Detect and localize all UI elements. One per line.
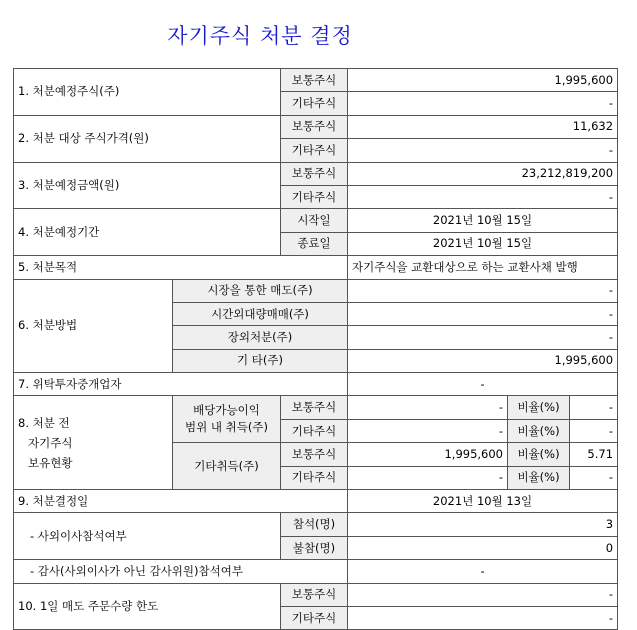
table-row [14, 256, 618, 279]
attend-value: 3 [348, 513, 618, 536]
row-label: 4. 처분예정기간 [14, 209, 281, 256]
cell-value: - [348, 466, 508, 489]
disposal-table [13, 68, 618, 630]
attend-label: 참석(명) [281, 513, 348, 536]
cell-value: 1,995,600 [348, 69, 618, 92]
method-value: 1,995,600 [348, 349, 618, 372]
cell-value: - [348, 139, 618, 162]
table-row [14, 162, 618, 185]
method-value: - [348, 302, 618, 325]
method-label: 장외처분(주) [173, 326, 348, 349]
common-stock-label: 보통주식 [281, 583, 348, 606]
outside-director-label: - 사외이사참석여부 [14, 513, 281, 560]
row-label: 10. 1일 매도 주문수량 한도 [14, 583, 281, 630]
ratio-label: 비율(%) [508, 466, 570, 489]
absent-value: 0 [348, 536, 618, 559]
table-row [14, 490, 618, 513]
other-stock-label: 기타주식 [281, 185, 348, 208]
other-acquisition-label: 기타취득(주) [173, 443, 281, 490]
auditor-label: - 감사(사외이사가 아닌 감사위원)참석여부 [14, 560, 348, 583]
cell-value: 11,632 [348, 115, 618, 138]
start-date-value: 2021년 10월 15일 [348, 209, 618, 232]
page-title: 자기주식 처분 결정 [167, 24, 353, 48]
auditor-value: - [348, 560, 618, 583]
method-label: 시장을 통한 매도(주) [173, 279, 348, 302]
row-label-line: 8. 처분 전 [18, 415, 70, 430]
cell-value: - [348, 396, 508, 419]
table-row [14, 396, 618, 419]
cell-value: - [348, 583, 618, 606]
cell-value: - [348, 185, 618, 208]
cell-value: - [348, 606, 618, 629]
row-label: 7. 위탁투자중개업자 [14, 373, 348, 396]
ratio-value: - [570, 419, 618, 442]
other-stock-label: 기타주식 [281, 606, 348, 629]
ratio-value: - [570, 466, 618, 489]
common-stock-label: 보통주식 [281, 396, 348, 419]
table-row [14, 115, 618, 138]
method-label: 기 타(주) [173, 349, 348, 372]
table-row [14, 209, 618, 232]
start-date-label: 시작일 [281, 209, 348, 232]
row-label: 1. 처분예정주식(주) [14, 69, 281, 116]
method-value: - [348, 279, 618, 302]
common-stock-label: 보통주식 [281, 115, 348, 138]
other-stock-label: 기타주식 [281, 466, 348, 489]
table-row [14, 513, 618, 536]
absent-label: 불참(명) [281, 536, 348, 559]
other-stock-label: 기타주식 [281, 419, 348, 442]
common-stock-label: 보통주식 [281, 443, 348, 466]
dividend-range-label [173, 396, 281, 443]
cell-value: - [348, 419, 508, 442]
row-label-line: 보유현황 [28, 455, 73, 470]
cell-value: 1,995,600 [348, 443, 508, 466]
dividend-range-line: 배당가능이익 [193, 403, 260, 418]
ratio-label: 비율(%) [508, 443, 570, 466]
ratio-label: 비율(%) [508, 396, 570, 419]
row-label: 6. 처분방법 [14, 279, 173, 373]
cell-value: 23,212,819,200 [348, 162, 618, 185]
method-value: - [348, 326, 618, 349]
table-row [14, 69, 618, 92]
broker-value: - [348, 373, 618, 396]
method-label: 시간외대량매매(주) [173, 302, 348, 325]
end-date-label: 종료일 [281, 232, 348, 255]
row-label-line: 자기주식 [28, 435, 73, 450]
table-row [14, 373, 618, 396]
other-stock-label: 기타주식 [281, 139, 348, 162]
row-label: 9. 처분결정일 [14, 490, 348, 513]
ratio-value: - [570, 396, 618, 419]
ratio-value: 5.71 [570, 443, 618, 466]
row-label: 3. 처분예정금액(원) [14, 162, 281, 209]
dividend-range-line: 범위 내 취득(주) [185, 420, 268, 435]
row-label: 5. 처분목적 [14, 256, 348, 279]
table-row [14, 583, 618, 606]
end-date-value: 2021년 10월 15일 [348, 232, 618, 255]
table-row [14, 560, 618, 583]
table-row [14, 279, 618, 302]
decision-date-value: 2021년 10월 13일 [348, 490, 618, 513]
purpose-value: 자기주식을 교환대상으로 하는 교환사채 발행 [348, 256, 618, 279]
other-stock-label: 기타주식 [281, 92, 348, 115]
cell-value: - [348, 92, 618, 115]
common-stock-label: 보통주식 [281, 69, 348, 92]
common-stock-label: 보통주식 [281, 162, 348, 185]
ratio-label: 비율(%) [508, 419, 570, 442]
row-label: 2. 처분 대상 주식가격(원) [14, 115, 281, 162]
row-label [14, 396, 173, 490]
